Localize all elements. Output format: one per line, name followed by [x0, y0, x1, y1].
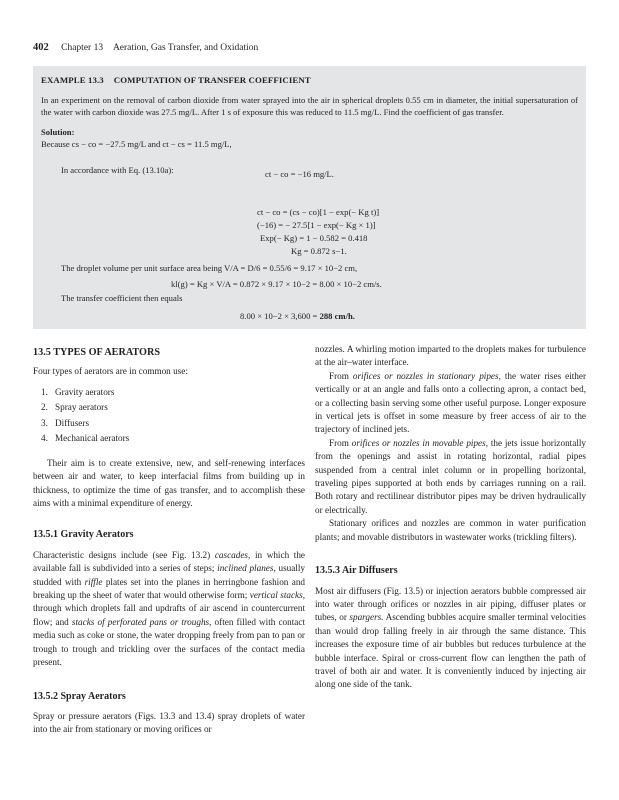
spray-paragraph: Spray or pressure aerators (Figs. 13.3 and 13.4) spray droplets of water into the air from stationary or moving orifices or [33, 710, 305, 735]
example-title: COMPUTATION OF TRANSFER COEFFICIENT [113, 75, 311, 85]
page-number: 402 [33, 42, 49, 53]
aim-paragraph: Their aim is to create extensive, new, and self-renewing interfaces between air and water, to keep interfacial films from building up in thickness, to optimize the time of gas transfer, and to accomplish these aims with a minimal expenditure of energy. [33, 457, 305, 509]
final-equation-result: 288 cm/h. [319, 311, 355, 321]
list-item: 1. Gravity aerators [41, 386, 115, 397]
because-line [41, 138, 578, 150]
list-item: 2. Spray aerators [41, 402, 108, 413]
stationary-orifices-paragraph: Stationary orifices and nozzles are common in water purification plants; and movable distributors in wastewater works (trickling filters). [315, 518, 586, 542]
solution-label: Solution: [41, 127, 75, 137]
example-heading [41, 74, 578, 86]
kl-equation: kl(g) = Kg × V/A = 0.872 × 9.17 × 10−2 = 8.00 × 10−2 cm/s. [171, 279, 382, 289]
because-equation: cs − co = −27.5 mg/L and ct − cs = 11.5 mg/L, [71, 139, 232, 149]
left-column [33, 343, 305, 737]
final-equation [240, 310, 355, 322]
because-prefix: Because [41, 139, 70, 149]
list-item: 4. Mechanical aerators [41, 433, 130, 444]
chapter-label: Chapter 13 [61, 43, 104, 53]
running-header [33, 42, 258, 53]
air-diffusers-heading: 13.5.3 Air Diffusers [315, 565, 398, 577]
equation-line-4: Kg = 0.872 s−1. [291, 246, 347, 256]
droplet-volume-text: The droplet volume per unit surface area being V/A = D/6 = 0.55/6 = 9.17 × 10−2 cm, [61, 263, 358, 273]
equation-line-1: ct − co = (cs − co)[1 − exp(− Kg t)] [257, 207, 380, 217]
final-equation-prefix: 8.00 × 10−2 × 3,600 = [240, 311, 318, 321]
right-column [315, 343, 586, 692]
aerators-intro: Four types of aerators are in common use: [33, 366, 188, 377]
difference-equation: ct − co = −16 mg/L. [265, 169, 334, 179]
movable-pipes-paragraph: From orifices or nozzles in movable pipes, the jets issue horizontally from the openings and assist in rotating horizontal, radial pipes suspended from a central inlet column or in propelling horizontal, traveling pipes supported at both ends by carriages running on a rail. Both rotary and rectilinear distributor pipes may be driven hydraulically or electrically. [315, 437, 587, 515]
gravity-paragraph: Characteristic designs include (see Fig. 13.2) cascades, in which the available fall is subdivided into a series of steps; inclined planes, usually studded with riffle plates set into the planes in herringbone fashion and breaking up the sheet of water that would otherwise form; vertical stacks, through which droplets fall and updrafts of air ascend in countercurrent flow; and stacks of perforated pans or troughs, often filled with contact media such as coke or stone, the water dropping freely from pan to pan or trough to trough and trickling over the surfaces of the contact media present. [33, 549, 306, 668]
transfer-text: The transfer coefficient then equals [61, 293, 183, 303]
gravity-aerators-heading: 13.5.1 Gravity Aerators [33, 529, 134, 541]
example-label: EXAMPLE 13.3 [41, 75, 104, 85]
nozzles-paragraph: nozzles. A whirling motion imparted to the droplets makes for turbulence at the air–water interface. [315, 344, 586, 368]
diffusers-paragraph: Most air diffusers (Fig. 13.5) or injection aerators bubble compressed air into water through orifices or nozzles in air piping, diffuser plates or tubes, or spargers. Ascending bubbles acquire smaller terminal velocities than would drop falling freely in air through the same distance. This increases the exposure time of air bubbles but reduces turbulence at the bubble interface. Spiral or cross-current flow can lengthen the path of travel of both air and water. It is conveniently induced by injecting air along one side of the tank. [315, 585, 586, 690]
example-box [33, 66, 586, 329]
spray-aerators-heading: 13.5.2 Spray Aerators [33, 690, 126, 702]
example-problem: In an experiment on the removal of carbon dioxide from water sprayed into the air in spherical droplets 0.55 cm in diameter, the initial supersaturation of the water with carbon dioxide was 27.5 mg/L. After 1 s of exposure this was reduced to 11.5 mg/L. Find the coefficient of gas transfer. [41, 95, 578, 117]
chapter-title: Aeration, Gas Transfer, and Oxidation [112, 43, 259, 53]
equation-line-2: (−16) = − 27.5[1 − exp(− Kg × 1)] [257, 220, 376, 230]
stationary-pipes-paragraph: From orifices or nozzles in stationary pipes, the water rises either vertically or at an angle and falls onto a collecting apron, a contact bed, or a collecting basin serving some other useful purpose. Longer exposure in vertical jets is offset in some measure by freer access of air to the trajectory of inclined jets. [315, 370, 587, 435]
aerator-list [33, 385, 305, 447]
equation-line-3: Exp(− Kg) = 1 − 0.582 = 0.418 [260, 233, 368, 243]
accordance-text: In accordance with Eq. (13.10a): [61, 165, 174, 175]
section-title-types: 13.5 TYPES OF AERATORS [33, 347, 160, 358]
list-item: 3. Diffusers [41, 417, 90, 428]
